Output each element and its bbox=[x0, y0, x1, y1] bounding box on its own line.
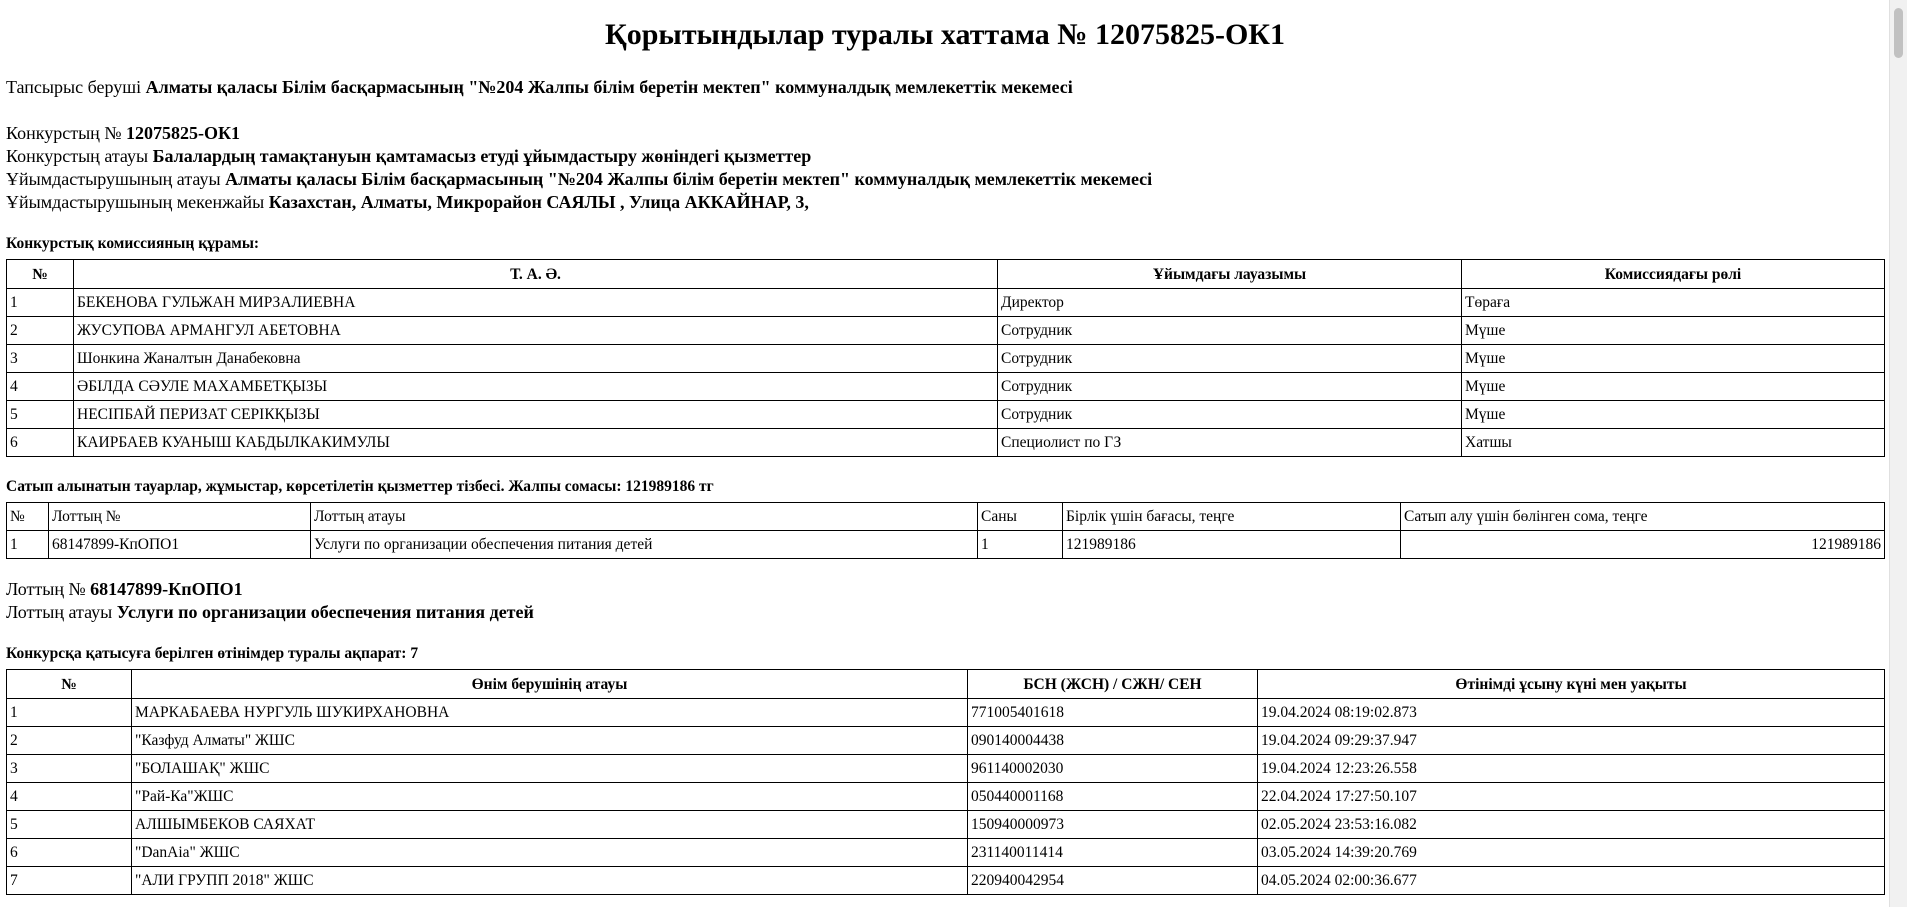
customer-line bbox=[6, 76, 1884, 99]
cell-supplier-name: "АЛИ ГРУПП 2018" ЖШС bbox=[132, 867, 968, 895]
table-row bbox=[7, 839, 1885, 867]
cell-full-name: ЖУСУПОВА АРМАНГУЛ АБЕТОВНА bbox=[74, 317, 998, 345]
cell-number: 4 bbox=[7, 783, 132, 811]
cell-supplier-name: МАРКАБАЕВА НУРГУЛЬ ШУКИРХАНОВНА bbox=[132, 699, 968, 727]
table-row bbox=[7, 401, 1885, 429]
lot-name-line bbox=[6, 601, 1884, 624]
organizer-address-value: Казахстан, Алматы, Микрорайон САЯЛЫ , Улица АККАЙНАР, 3, bbox=[268, 192, 809, 212]
cell-number: 2 bbox=[7, 727, 132, 755]
cell-bin: 090140004438 bbox=[968, 727, 1258, 755]
cell-full-name: КАИРБАЕВ КУАНЫШ КАБДЫЛКАКИМУЛЫ bbox=[74, 429, 998, 457]
cell-full-name: НЕСІПБАЙ ПЕРИЗАТ СЕРІКҚЫЗЫ bbox=[74, 401, 998, 429]
organizer-name-value: Алматы қаласы Білім басқармасының "№204 Жалпы білім беретін мектеп" коммуналдық мемлекеттік мекемесі bbox=[225, 169, 1153, 189]
cell-supplier-name: "Рай-Ка"ЖШС bbox=[132, 783, 968, 811]
lot-name-value: Услуги по организации обеспечения питания детей bbox=[116, 602, 534, 622]
table-header-row bbox=[7, 503, 1885, 531]
organizer-address-label: Ұйымдастырушының мекенжайы bbox=[6, 192, 265, 212]
cell-bin: 220940042954 bbox=[968, 867, 1258, 895]
column-header: № bbox=[7, 670, 132, 699]
cell-supplier-name: "DanAia" ЖШС bbox=[132, 839, 968, 867]
contest-no-label: Конкурстың № bbox=[6, 123, 122, 143]
cell-full-name: Шонкина Жаналтын Данабековна bbox=[74, 345, 998, 373]
cell-number: 1 bbox=[7, 289, 74, 317]
cell-lot-number: 68147899-КпОПО1 bbox=[49, 531, 311, 559]
applications-table bbox=[6, 669, 1885, 895]
cell-number: 4 bbox=[7, 373, 74, 401]
contest-name-value: Балалардың тамақтануын қамтамасыз етуді ұйымдастыру жөніндегі қызметтер bbox=[152, 146, 812, 166]
customer-value: Алматы қаласы Білім басқармасының "№204 Жалпы білім беретін мектеп" коммуналдық мемлекеттік мекемесі bbox=[145, 77, 1073, 97]
cell-submitted-at: 19.04.2024 08:19:02.873 bbox=[1258, 699, 1885, 727]
lot-name-label: Лоттың атауы bbox=[6, 602, 113, 622]
cell-submitted-at: 22.04.2024 17:27:50.107 bbox=[1258, 783, 1885, 811]
cell-full-name: ӘБІЛДА СӘУЛЕ МАХАМБЕТҚЫЗЫ bbox=[74, 373, 998, 401]
lot-no-value: 68147899-КпОПО1 bbox=[90, 579, 243, 599]
table-row bbox=[7, 783, 1885, 811]
table-row bbox=[7, 289, 1885, 317]
column-header: Сатып алу үшін бөлінген сома, теңге bbox=[1401, 503, 1885, 531]
contest-no-value: 12075825-ОК1 bbox=[126, 123, 241, 143]
cell-supplier-name: "БОЛАШАҚ" ЖШС bbox=[132, 755, 968, 783]
cell-number: 1 bbox=[7, 699, 132, 727]
organizer-address-line bbox=[6, 191, 1884, 214]
commission-table bbox=[6, 259, 1885, 457]
lot-no-label: Лоттың № bbox=[6, 579, 86, 599]
cell-number: 2 bbox=[7, 317, 74, 345]
contest-no-line bbox=[6, 122, 1884, 145]
column-header: Т. А. Ә. bbox=[74, 260, 998, 289]
cell-unit-price: 121989186 bbox=[1063, 531, 1401, 559]
cell-bin: 050440001168 bbox=[968, 783, 1258, 811]
cell-submitted-at: 03.05.2024 14:39:20.769 bbox=[1258, 839, 1885, 867]
protocol-document bbox=[6, 0, 1884, 895]
table-row bbox=[7, 317, 1885, 345]
column-header: Ұйымдағы лауазымы bbox=[998, 260, 1462, 289]
cell-role: Мүше bbox=[1462, 317, 1885, 345]
cell-bin: 771005401618 bbox=[968, 699, 1258, 727]
cell-role: Төраға bbox=[1462, 289, 1885, 317]
cell-number: 5 bbox=[7, 811, 132, 839]
cell-submitted-at: 04.05.2024 02:00:36.677 bbox=[1258, 867, 1885, 895]
table-row bbox=[7, 811, 1885, 839]
customer-label: Тапсырыс беруші bbox=[6, 77, 142, 97]
table-row bbox=[7, 867, 1885, 895]
cell-number: 3 bbox=[7, 755, 132, 783]
column-header: Бірлік үшін бағасы, теңге bbox=[1063, 503, 1401, 531]
cell-position: Директор bbox=[998, 289, 1462, 317]
organizer-name-line bbox=[6, 168, 1884, 191]
cell-position: Сотрудник bbox=[998, 401, 1462, 429]
cell-total-amount: 121989186 bbox=[1401, 531, 1885, 559]
column-header: № bbox=[7, 260, 74, 289]
table-row bbox=[7, 345, 1885, 373]
cell-lot-name: Услуги по организации обеспечения питания детей bbox=[311, 531, 978, 559]
cell-role: Мүше bbox=[1462, 345, 1885, 373]
lots-heading: Сатып алынатын тауарлар, жұмыстар, көрсетілетін қызметтер тізбесі. Жалпы сомасы: 121989186 тг bbox=[6, 478, 714, 495]
table-row bbox=[7, 727, 1885, 755]
cell-role: Хатшы bbox=[1462, 429, 1885, 457]
column-header: БСН (ЖСН) / СЖН/ СЕН bbox=[968, 670, 1258, 699]
table-row bbox=[7, 755, 1885, 783]
cell-number: 7 bbox=[7, 867, 132, 895]
cell-bin: 150940000973 bbox=[968, 811, 1258, 839]
cell-bin: 961140002030 bbox=[968, 755, 1258, 783]
column-header: Саны bbox=[978, 503, 1063, 531]
lots-table bbox=[6, 502, 1885, 559]
page-title: Қорытындылар туралы хаттама № 12075825-ОК1 bbox=[604, 18, 1286, 51]
column-header: Лоттың атауы bbox=[311, 503, 978, 531]
cell-submitted-at: 19.04.2024 12:23:26.558 bbox=[1258, 755, 1885, 783]
cell-supplier-name: "Казфуд Алматы" ЖШС bbox=[132, 727, 968, 755]
column-header: Өнім берушінің атауы bbox=[132, 670, 968, 699]
table-header-row bbox=[7, 670, 1885, 699]
column-header: Комиссиядағы рөлі bbox=[1462, 260, 1885, 289]
cell-number: 1 bbox=[7, 531, 49, 559]
table-row bbox=[7, 429, 1885, 457]
table-row bbox=[7, 373, 1885, 401]
scrollbar-thumb[interactable] bbox=[1894, 8, 1903, 58]
commission-heading: Конкурстық комиссияның құрамы: bbox=[6, 235, 260, 252]
cell-number: 5 bbox=[7, 401, 74, 429]
table-row bbox=[7, 699, 1885, 727]
contest-name-line bbox=[6, 145, 1884, 168]
lot-no-line bbox=[6, 578, 1884, 601]
cell-bin: 231140011414 bbox=[968, 839, 1258, 867]
cell-position: Сотрудник bbox=[998, 373, 1462, 401]
vertical-scrollbar[interactable] bbox=[1889, 0, 1907, 907]
contest-name-label: Конкурстың атауы bbox=[6, 146, 149, 166]
cell-position: Сотрудник bbox=[998, 345, 1462, 373]
applications-heading: Конкурсқа қатысуға берілген өтінімдер туралы ақпарат: 7 bbox=[6, 645, 419, 662]
table-row bbox=[7, 531, 1885, 559]
table-header-row bbox=[7, 260, 1885, 289]
column-header: № bbox=[7, 503, 49, 531]
cell-quantity: 1 bbox=[978, 531, 1063, 559]
cell-full-name: БЕКЕНОВА ГУЛЬЖАН МИРЗАЛИЕВНА bbox=[74, 289, 998, 317]
column-header: Лоттың № bbox=[49, 503, 311, 531]
cell-number: 6 bbox=[7, 839, 132, 867]
organizer-name-label: Ұйымдастырушының атауы bbox=[6, 169, 221, 189]
column-header: Өтінімді ұсыну күні мен уақыты bbox=[1258, 670, 1885, 699]
cell-role: Мүше bbox=[1462, 401, 1885, 429]
cell-position: Сотрудник bbox=[998, 317, 1462, 345]
cell-supplier-name: АЛШЫМБЕКОВ САЯХАТ bbox=[132, 811, 968, 839]
cell-number: 3 bbox=[7, 345, 74, 373]
cell-role: Мүше bbox=[1462, 373, 1885, 401]
cell-position: Специолист по ГЗ bbox=[998, 429, 1462, 457]
cell-submitted-at: 02.05.2024 23:53:16.082 bbox=[1258, 811, 1885, 839]
cell-submitted-at: 19.04.2024 09:29:37.947 bbox=[1258, 727, 1885, 755]
cell-number: 6 bbox=[7, 429, 74, 457]
